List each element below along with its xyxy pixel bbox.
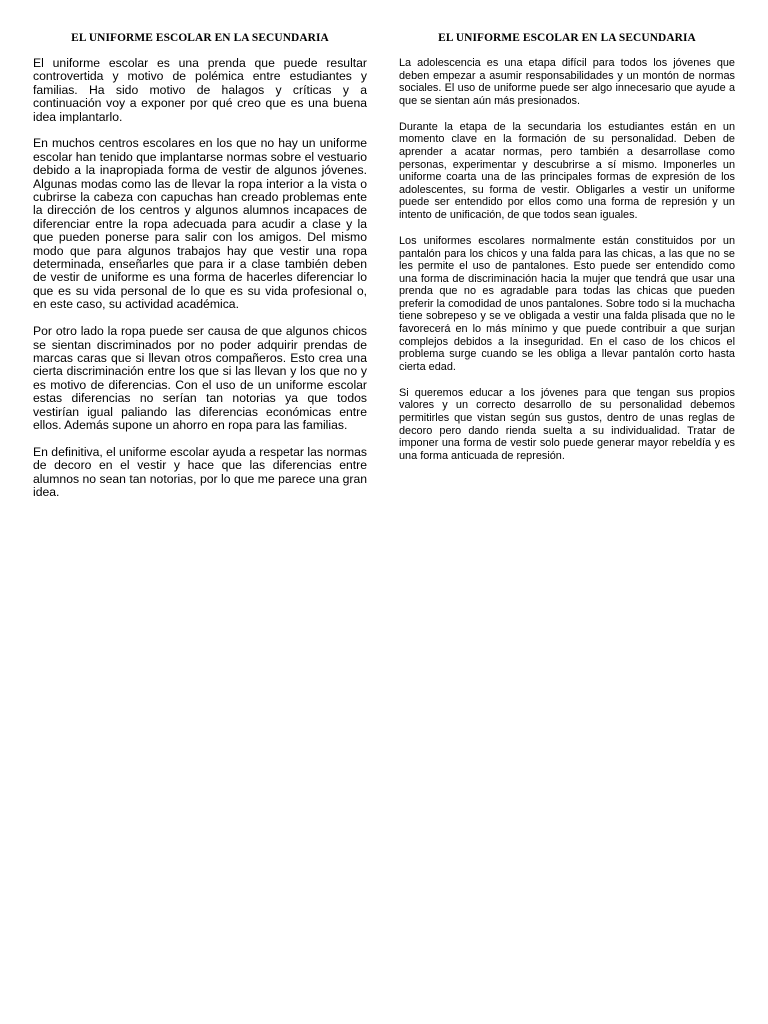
left-column-title: EL UNIFORME ESCOLAR EN LA SECUNDARIA: [71, 32, 329, 44]
right-column: [399, 31, 735, 476]
right-paragraph-1: La adolescencia es una etapa difícil para todos los jóvenes que deben empezar a asumir responsabilidades y un montón de normas sociales. El uso de uniforme puede ser algo innecesario que ayude a que se sientan aún más presionados.: [399, 57, 735, 107]
right-paragraph-2: Durante la etapa de la secundaria los estudiantes están en un momento clave en la formación de su personalidad. Deben de aprender a acatar normas, pero también a desarrollase como personas, experimentar y descubrirse a sí mismo. Imponerles un uniforme coarta una de las principales formas de expresión de los adolescentes, su forma de vestir. Obligarles a vestir un uniforme puede ser entendido por ellos como una forma de represión y un intento de unificación, de que todos sean iguales.: [399, 120, 735, 221]
left-paragraph-4: En definitiva, el uniforme escolar ayuda a respetar las normas de decoro en el vestir y hace que las diferencias entre alumnos no sean tan notorias, por lo que me parece una gran idea.: [33, 444, 367, 499]
left-column: [33, 31, 367, 513]
right-paragraph-3: Los uniformes escolares normalmente están constituidos por un pantalón para los chicos y una falda para las chicas, a las que no se les permite el uso de pantalones. Esto puede ser entendido como una forma de discriminación hacia la mujer que tendrá que usar una prenda que no es agradable para todas las chicas que pueden preferir la comodidad de unos pantalones. Sobre todo si la muchacha tiene sobrepeso y se ve obligada a vestir una falda plisada que no le favorecerá en lo más mínimo y que puede contribuir a que surjan complejos debidos a la inseguridad. En el caso de los chicos el problema surge cuando se les obliga a llevar pantalón corto hasta cierta edad.: [399, 234, 735, 373]
right-paragraph-4: Si queremos educar a los jóvenes para que tengan sus propios valores y un correcto desarrollo de su personalidad debemos permitirles que vistan según sus gustos, dentro de unas reglas de decoro pero dando rienda suelta a su individualidad. Tratar de imponer una forma de vestir solo puede generar mayor rebeldía y es una forma anticuada de represión.: [399, 386, 735, 462]
left-paragraph-3: Por otro lado la ropa puede ser causa de que algunos chicos se sientan discriminados por no poder adquirir prendas de marcas caras que si llevan otros compañeros. Esto crea una cierta discriminación entre los que si las llevan y los que no y es motivo de diferencias. Con el uso de un uniforme escolar estas diferencias no serían tan notorias ya que todos vestirían igual paliando las diferencias económicas entre ellos. Además supone un ahorro en ropa para las familias.: [33, 324, 367, 432]
left-paragraph-2: En muchos centros escolares en los que no hay un uniforme escolar han tenido que implantarse normas sobre el vestuario debido a la inapropiada forma de vestir de algunos jóvenes. Algunas modas como las de llevar la ropa interior a la vista o cubrirse la cabeza con capuchas han creado problemas ente la dirección de los centros y algunos alumnos incapaces de diferenciar entre la ropa adecuada para acudir a clase y la que pueden ponerse para salir con los amigos. Del mismo modo que para algunos trabajos hay que vestir una ropa determinada, enseñarles que para ir a clase también deben de vestir de uniforme es una forma de hacerles diferenciar lo que es su vida personal de lo que es su vida profesional o, en este caso, su actividad académica.: [33, 136, 367, 312]
right-column-title: EL UNIFORME ESCOLAR EN LA SECUNDARIA: [438, 32, 696, 44]
left-paragraph-1: El uniforme escolar es una prenda que puede resultar controvertida y motivo de polémica entre estudiantes y familias. Ha sido motivo de halagos y críticas y a continuación voy a exponer por qué creo que es una buena idea implantarlo.: [33, 56, 367, 124]
